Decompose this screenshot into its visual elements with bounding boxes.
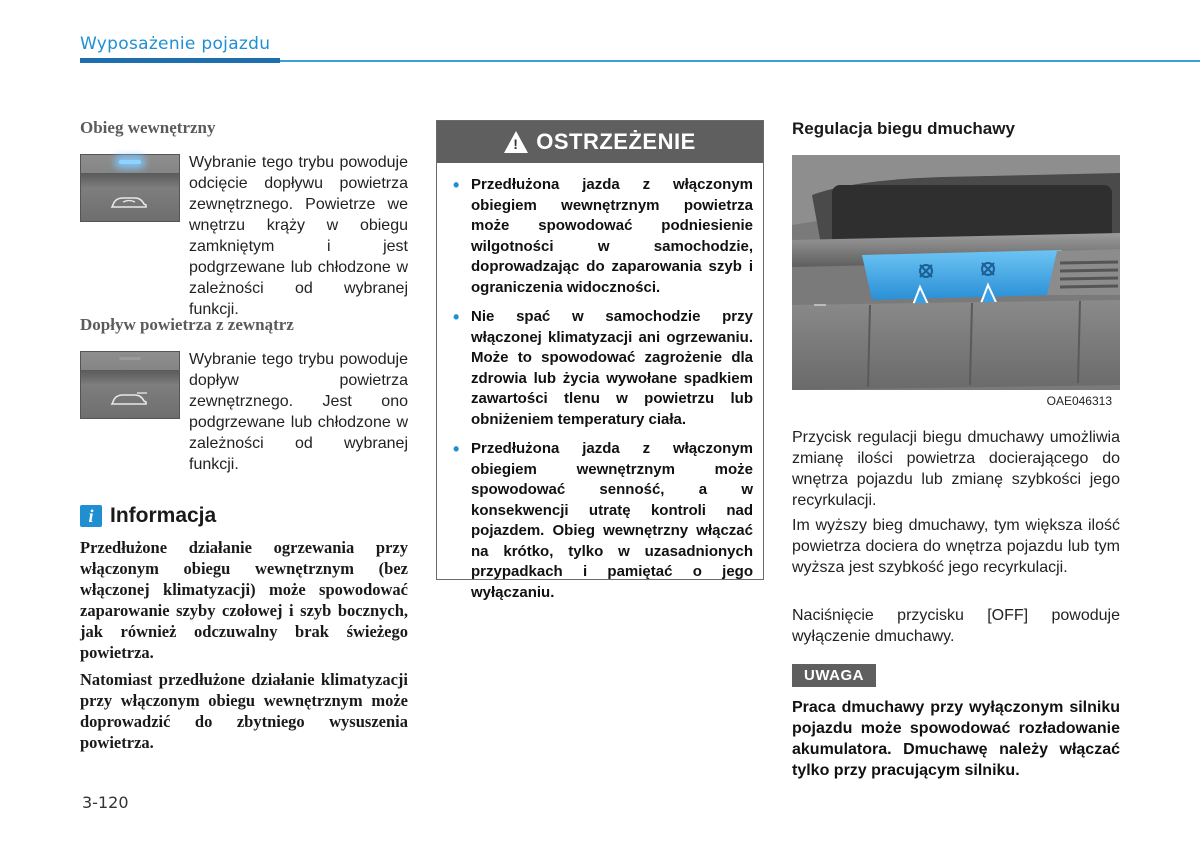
climate-panel-illustration (792, 155, 1120, 412)
info-title: Informacja (110, 504, 217, 527)
fresh-air-heading: Dopływ powietrza z zewnątrz (80, 315, 294, 334)
fresh-air-button-image (80, 351, 180, 419)
warning-item: • Nie spać w samochodzie przy włączonej klimatyzacji ani ogrzewaniu. Może to spowodować zagrożenie dla zdrowia lub życia wywołane spadkiem zawartości tlenu w powietrzu lub obniżeniem temperatury ciała. (451, 307, 753, 430)
warning-list (437, 163, 763, 603)
warning-box (436, 120, 764, 601)
indicator-led-icon (119, 160, 141, 164)
info-icon: i (80, 505, 102, 527)
note-badge: UWAGA (792, 664, 876, 687)
blower-paragraph-3: Naciśnięcie przycisku [OFF] powoduje wyłączenie dmuchawy. (792, 607, 1120, 645)
recirc-button-image (80, 154, 180, 222)
image-code: OAE046313 (1043, 393, 1116, 409)
warning-header (437, 121, 763, 163)
info-paragraph-2: Natomiast przedłużone działanie klimatyzacji przy włączonym obiegu wewnętrznym może doprowadzić do zbytniego wysuszenia powietrza. (80, 670, 408, 752)
recirc-heading: Obieg wewnętrzny (80, 118, 216, 137)
section-title: Wyposażenie pojazdu (80, 34, 271, 54)
page-number: 3-120 (82, 793, 129, 812)
info-heading (80, 504, 216, 528)
blower-paragraph-1: Przycisk regulacji biegu dmuchawy umożliwia zmianę ilości powietrza docierającego do wnętrza pojazdu lub zmianę szybkości jego recyrkulacji. (792, 429, 1120, 509)
fresh-air-description: Wybranie tego trybu powoduje dopływ powietrza zewnętrznego. Jest ono podgrzewane lub chłodzone w zależności od wybranej funkcji. (189, 351, 408, 473)
warning-item: • Przedłużona jazda z włączonym obiegiem wewnętrznym może spowodować senność, a w konsekwencji utratę kontroli nad pojazdem. Obieg wewnętrzny włączać na krótko, tylko w uzasadnionych przypadkach i pamiętać o jego wyłączaniu. (451, 439, 753, 603)
blower-heading: Regulacja biegu dmuchawy (792, 119, 1015, 138)
blower-control-photo (792, 155, 1120, 412)
header-accent-bar (80, 58, 280, 63)
blower-paragraph-2: Im wyższy bieg dmuchawy, tym większa ilość powietrza dociera do wnętrza pojazdu lub tym wyższa jest szybkość jego recyrkulacji. (792, 517, 1120, 576)
recirc-description: Wybranie tego trybu powoduje odcięcie dopływu powietrza zewnętrznego. Powietrze we wnętrzu krąży w obiegu zamkniętym i jest podgrzewane lub chłodzone w zależności od wybranej funkcji. (189, 154, 408, 318)
indicator-off-icon (119, 357, 141, 360)
car-fresh-air-icon (109, 392, 149, 406)
warning-triangle-icon: ! (504, 131, 528, 153)
info-paragraph-1: Przedłużone działanie ogrzewania przy włączonym obiegu wewnętrznym (bez włączonej klimatyzacji) może spowodować zaparowanie szyby czołowej i szyb bocznych, jak również odczuwalny brak świeżego powietrza. (80, 538, 408, 662)
warning-title: OSTRZEŻENIE (536, 129, 696, 154)
note-text: Praca dmuchawy przy wyłączonym silniku pojazdu może spowodować rozładowanie akumulatora. Dmuchawę należy włączać tylko przy pracującym silniku. (792, 699, 1120, 779)
car-recirc-icon (109, 195, 149, 209)
warning-item: • Przedłużona jazda z włączonym obiegiem wewnętrznym powietrza może spowodować podniesienie wilgotności w samochodzie, doprowadzając do zaparowania szyb i ograniczenia widoczności. (451, 175, 753, 298)
